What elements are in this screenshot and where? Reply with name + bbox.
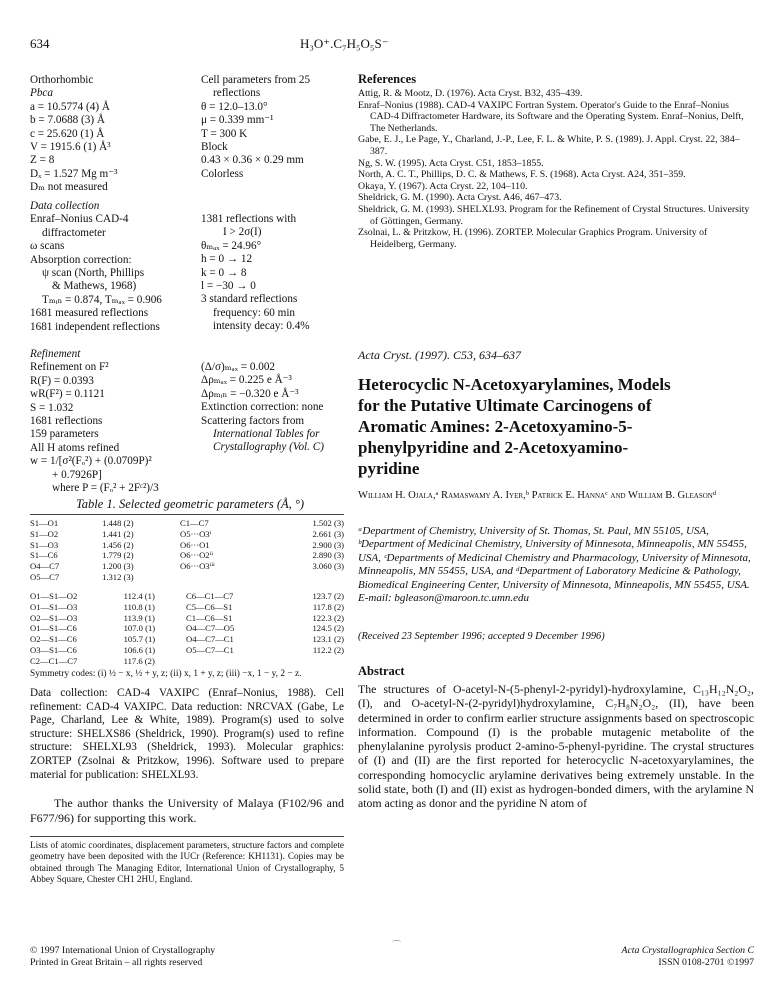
reference-item: Ng, S. W. (1995). Acta Cryst. C51, 1853–1855. (358, 157, 544, 169)
ref-line: Δρₘₐₓ = 0.225 e Å⁻³ (201, 374, 292, 387)
dc-line: 3 standard reflections (201, 293, 298, 306)
references-list (358, 88, 754, 250)
table-row: O1—S1—O3 110.8 (1) C5—C6—S1 117.8 (2) (30, 601, 344, 612)
received-dates: (Received 23 September 1996; accepted 9 December 1996) (358, 631, 605, 642)
table-row: O1—S1—O2 112.4 (1) C6—C1—C7 123.7 (2) (30, 591, 344, 601)
bond-table (30, 518, 344, 583)
table-row: O2—S1—O3 113.9 (1) C1—C6—S1 122.3 (2) (30, 612, 344, 623)
reference-item: Gabe, E. J., Le Page, Y., Charland, J.-P., Lee, F. L. & White, P. S. (1989). J. Appl. Cryst. 22, 384–387. (358, 134, 740, 157)
dc-line: k = 0 → 8 (201, 266, 247, 279)
ref-line: Refinement on F² (30, 361, 109, 374)
z-value: Z = 8 (30, 154, 55, 167)
data-collection-right (201, 213, 310, 334)
crystal-system: Orthorhombic (30, 74, 94, 86)
table-row: O2—S1—C6 105.7 (1) O4—C7—C1 123.1 (2) (30, 634, 344, 645)
theta-range: θ = 12.0–13.0° (201, 100, 268, 113)
ref-line: Crystallography (Vol. C) (213, 441, 324, 454)
acknowledgement: The author thanks the University of Malaya (F102/96 and F677/96) for supporting this work. (30, 796, 344, 825)
dc-line: frequency: 60 min (213, 306, 296, 319)
ref-line: (Δ/σ)ₘₐₓ = 0.002 (201, 361, 276, 373)
ref-line: All H atoms refined (30, 441, 120, 454)
table-row: S1—O1 1.448 (2) C1—C7 1.502 (3) (30, 518, 344, 528)
dc-line: & Mathews, 1968) (52, 280, 137, 293)
page-mark: ⌒ (392, 940, 402, 950)
dc-line: diffractometer (42, 226, 106, 239)
footer-left (30, 945, 215, 969)
table-row: S1—C6 1.779 (2) O6···O2ⁱⁱ 2.890 (3) (30, 550, 344, 561)
ref-line: wR(F²) = 0.1121 (30, 388, 105, 401)
angle-table (30, 591, 344, 667)
page-number: 634 (30, 36, 50, 51)
cell-b: b = 7.0688 (3) Å (30, 114, 105, 127)
dc-line: Absorption correction: (30, 253, 132, 266)
article-affiliations: ᵃDepartment of Chemistry, University of St. Thomas, St. Paul, MN 55105, USA, ᵇDepartment of Medicinal Chemistry, University of Minnesota, Minneapolis, MN 55455, USA, ᶜDepartments of Medicinal Chemistry and Pharmacology, University of Minnesota, Minneapolis, MN 55455, USA, and ᵈDepartment of Laboratory Medicine & Pathology, Biomedical Engineering Center, University of Minnesota, Minneapolis, MN 55455, USA. E-mail: bgleason@maroon.tc.umn.edu (358, 525, 751, 605)
mu-value: μ = 0.339 mm⁻¹ (201, 114, 274, 127)
dc-line: 1381 reflections with (201, 213, 297, 225)
ref-line: w = 1/[σ²(Fₒ²) + (0.0709P)² (30, 455, 152, 468)
table-row: S1—O2 1.441 (2) O5···O3ⁱ 2.661 (3) (30, 528, 344, 539)
refinement-heading: Refinement (30, 348, 81, 360)
table-row: C2—C1—C7 117.6 (2) (30, 655, 155, 666)
reference-item: North, A. C. T., Phillips, D. C. & Mathews, F. S. (1968). Acta Cryst. A24, 351–359. (358, 169, 686, 181)
dc-line: l = −30 → 0 (201, 280, 256, 293)
dc-line: I > 2σ(I) (223, 226, 262, 239)
crystal-shape: Block (201, 141, 228, 154)
deposition-note: Lists of atomic coordinates, displacement parameters, structure factors and complete geometry have been deposited with the IUCr (Reference: KH1131). Copies may be obtained through The Managing Editor, International Union of Crystallography, 5 Abbey Square, Chester CH1 2HU, England. (30, 840, 344, 885)
ref-line: where P = (Fₒ² + 2Fᶜ²)/3 (52, 482, 159, 495)
crystal-colour: Colorless (201, 167, 244, 180)
reference-item: Sheldrick, G. M. (1993). SHELXL93. Program for the Refinement of Crystal Structures. University of Göttingen, Germany. (358, 203, 750, 227)
refinement-right (201, 361, 324, 455)
references-heading: References (358, 72, 417, 86)
reference-item: Sheldrick, G. M. (1990). Acta Cryst. A46, 467–473. (358, 192, 562, 204)
density-measured: Dₘ not measured (30, 181, 108, 194)
issn: ISSN 0108-2701 ©1997 (658, 957, 754, 968)
refinement-left (30, 348, 159, 495)
article-authors: William H. Ojala,ᵃ Ramaswamy A. Iyer,ᵇ Patrick E. Hannaᶜ and William B. Gleasonᵈ (358, 490, 717, 501)
table-row: O1—S1—C6 107.0 (1) O4—C7—O5 124.5 (2) (30, 623, 344, 634)
dc-line: intensity decay: 0.4% (213, 320, 310, 333)
deposition-rule (30, 836, 344, 837)
ref-line: R(F) = 0.0393 (30, 374, 94, 387)
ref-line: Δρₘᵢₙ = −0.320 e Å⁻³ (201, 387, 299, 400)
reference-item: Okaya, Y. (1967). Acta Cryst. 22, 104–110. (358, 180, 528, 192)
dc-line: 1681 independent reflections (30, 320, 160, 333)
dc-line: θₘₐₓ = 24.96° (201, 239, 262, 252)
article-title: Heterocyclic N-Acetoxyarylamines, Models for the Putative Ultimate Carcinogens of Aromatic Amines: 2-Acetoxyamino-5-phenylpyridine and 2-Acetoxyamino-pyridine (358, 375, 671, 478)
table-row: O4—C7 1.200 (3) O6···O3ⁱⁱⁱ 3.060 (3) (30, 561, 344, 572)
dc-line: 1681 measured reflections (30, 307, 149, 320)
running-title: H₃O⁺.C₇H₅O₅S⁻ (300, 36, 389, 51)
abstract-text: The structures of O-acetyl-N-(5-phenyl-2-pyridyl)-hydroxylamine, C₁₃H₁₂N₂O₂, (I), and O-acetyl-N-(2-pyridyl)hydroxylamine, C₇H₈N₂O₂, (II), have been determined in order to confirm earlier structure assignments based on spectroscopic information. Compound (I) is the probable mutagenic metabolite of the phenylalanine pyrolysis product 2-amino-5-phenyl-pyridine. The crystal structures of (I) and (II) are the first reported for heterocyclic N-acetoxyarylamines, the corresponding homocyclic arylamine derivatives being extremely unstable. In the solid state, both (I) and (II) exist as hydrogen-bonded dimers, with the arylamine N atom acting as donor and the pyridine N atom of (358, 682, 754, 811)
article-citation: Acta Cryst. (1997). C53, 634–637 (358, 348, 521, 362)
table-row: O3—S1—C6 106.6 (1) O5—C7—C1 112.2 (2) (30, 644, 344, 655)
symmetry-codes: Symmetry codes: (i) ½ − x, ½ + y, z; (ii) x, 1 + y, z; (iii) −x, 1 − y, 2 − z. (30, 669, 302, 679)
printed-note: Printed in Great Britain – all rights reserved (30, 957, 203, 968)
ref-line: Scattering factors from (201, 414, 305, 427)
reference-item: Attig, R. & Mootz, D. (1976). Acta Cryst. B32, 435–439. (358, 88, 583, 99)
dc-line: Enraf–Nonius CAD-4 (30, 213, 129, 226)
ref-line: + 0.7926P] (52, 468, 102, 481)
density-calc: Dₓ = 1.527 Mg m⁻³ (30, 167, 118, 180)
software-paragraph: Data collection: CAD-4 VAXIPC (Enraf–Nonius, 1988). Cell refinement: CAD-4 VAXIPC. Data reduction: NRCVAX (Gabe, Le Page, Charland, Lee & White, 1989). Program(s) used to solve structure: SHELXS86 (Sheldrick, 1990). Program(s) used to refine structure: SHELXL93 (Sheldrick, 1993). Molecular graphics: ZORTEP (Zsolnai & Pritzkow, 1996). Software used to prepare material for publication: SHELXL93. (30, 687, 344, 781)
temperature: T = 300 K (201, 127, 248, 140)
data-collection-heading: Data collection (30, 200, 100, 212)
cell-params-line: Cell parameters from 25 (201, 74, 311, 86)
reference-item: Zsolnai, L. & Pritzkow, H. (1996). ZORTEP. Molecular Graphics Program. University of Heidelberg, Germany. (358, 227, 708, 250)
copyright: © 1997 International Union of Crystallography (30, 945, 216, 956)
cell-volume: V = 1915.6 (1) Å³ (30, 141, 111, 154)
crystal-size: 0.43 × 0.36 × 0.29 mm (201, 154, 304, 167)
table-row: O5—C7 1.312 (3) (30, 571, 134, 582)
table-row: S1—O3 1.456 (2) O6···O1 2.900 (3) (30, 539, 344, 550)
ref-line: International Tables for (213, 428, 320, 441)
cell-a: a = 10.5774 (4) Å (30, 100, 110, 113)
dc-line: ω scans (30, 240, 65, 253)
ref-line: 1681 reflections (30, 415, 103, 428)
abstract-heading: Abstract (358, 664, 405, 678)
space-group: Pbca (30, 87, 53, 100)
ref-line: 159 parameters (30, 428, 99, 441)
ref-line: Extinction correction: none (201, 401, 324, 414)
reference-item: Enraf–Nonius (1988). CAD-4 VAXIPC Fortran System. Operator's Guide to the Enraf–Nonius CAD-4 Diffractometer Hardware, its Software and the Operating System. Enraf–Nonius, Delft, The Netherlands. (358, 99, 744, 134)
crystal-data-left (30, 74, 118, 195)
data-collection-left (30, 200, 162, 334)
table-rule-top (30, 514, 344, 515)
dc-line: ψ scan (North, Phillips (42, 267, 145, 280)
cell-params-line: reflections (213, 87, 261, 100)
ref-line: S = 1.032 (30, 401, 74, 414)
dc-line: Tₘᵢₙ = 0.874, Tₘₐₓ = 0.906 (42, 293, 162, 306)
journal-name: Acta Crystallographica Section C (621, 945, 754, 956)
cell-c: c = 25.620 (1) Å (30, 127, 105, 140)
footer-right (621, 945, 754, 969)
dc-line: h = 0 → 12 (201, 253, 253, 266)
table-caption: Table 1. Selected geometric parameters (Å, °) (76, 497, 305, 511)
crystal-data-right (201, 74, 310, 181)
